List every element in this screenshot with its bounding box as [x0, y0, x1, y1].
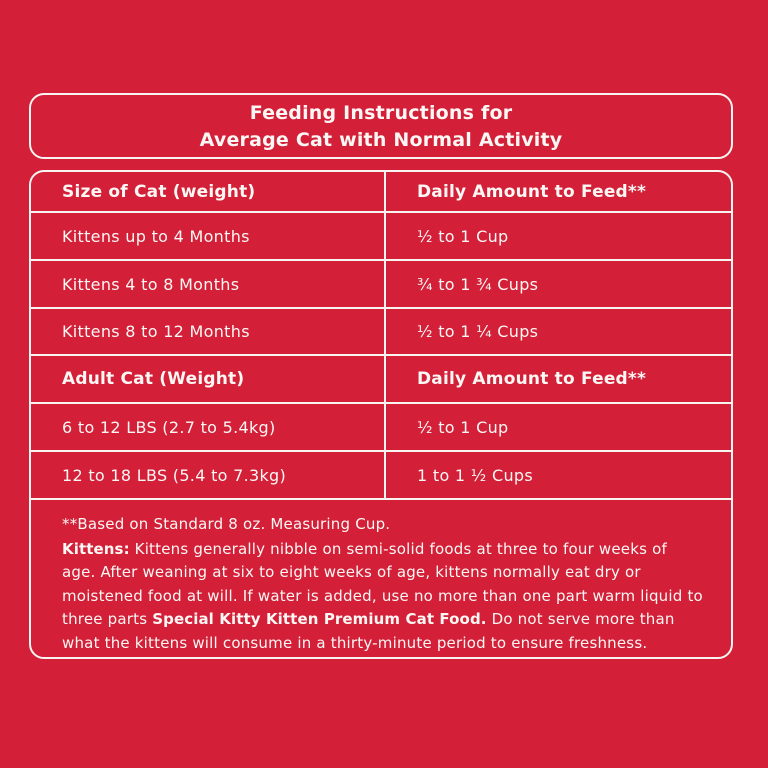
- measuring-cup-note-text: **Based on Standard 8 oz. Measuring Cup.: [62, 515, 391, 533]
- feeding-table-box: [29, 170, 733, 659]
- amount-cell: ¾ to 1 ¾ Cups: [417, 274, 539, 294]
- kittens-note: [62, 538, 703, 656]
- title-line-2: Average Cat with Normal Activity: [199, 128, 563, 151]
- daily-amount-header: Daily Amount to Feed**: [417, 369, 647, 389]
- kittens-label: Kittens:: [62, 539, 130, 558]
- title-line-1: Feeding Instructions for: [249, 101, 513, 124]
- table-row: [31, 309, 731, 356]
- size-cell: 6 to 12 LBS (2.7 to 5.4kg): [31, 404, 386, 450]
- brand-name: Special Kitty Kitten Premium Cat Food.: [152, 610, 487, 628]
- footnotes: [31, 500, 731, 657]
- table-row: [31, 452, 731, 500]
- size-cell: Kittens 8 to 12 Months: [31, 309, 386, 354]
- title-box: [29, 93, 733, 159]
- size-cell: Kittens 4 to 8 Months: [31, 261, 386, 307]
- daily-amount-header: Daily Amount to Feed**: [417, 181, 647, 202]
- amount-cell: ½ to 1 ¼ Cups: [417, 322, 539, 341]
- table-row: [31, 404, 731, 452]
- table-row: [31, 261, 731, 309]
- amount-cell: ½ to 1 Cup: [417, 226, 509, 246]
- measuring-cup-note: [62, 513, 703, 537]
- table-header-row-adult: [31, 356, 731, 404]
- table-row: [31, 213, 731, 261]
- size-of-cat-header: Size of Cat (weight): [31, 172, 386, 211]
- amount-cell: ½ to 1 Cup: [417, 417, 509, 437]
- amount-cell: 1 to 1 ½ Cups: [417, 465, 533, 485]
- size-cell: 12 to 18 LBS (5.4 to 7.3kg): [31, 452, 386, 498]
- kittens-text-1: Kittens generally nibble on semi-solid foods at three to four weeks of age. After weaning at six to eight weeks of age, kittens normally eat dry or moistened food at will. If water is added, use no more than one part warm liquid to three parts: [62, 539, 703, 628]
- table-header-row-kittens: [31, 172, 731, 213]
- size-cell: Kittens up to 4 Months: [31, 213, 386, 259]
- kittens-text-2: Do not serve more than what the kittens will consume in a thirty-minute period to ensure freshness.: [62, 610, 675, 652]
- adult-cat-header: Adult Cat (Weight): [31, 356, 386, 402]
